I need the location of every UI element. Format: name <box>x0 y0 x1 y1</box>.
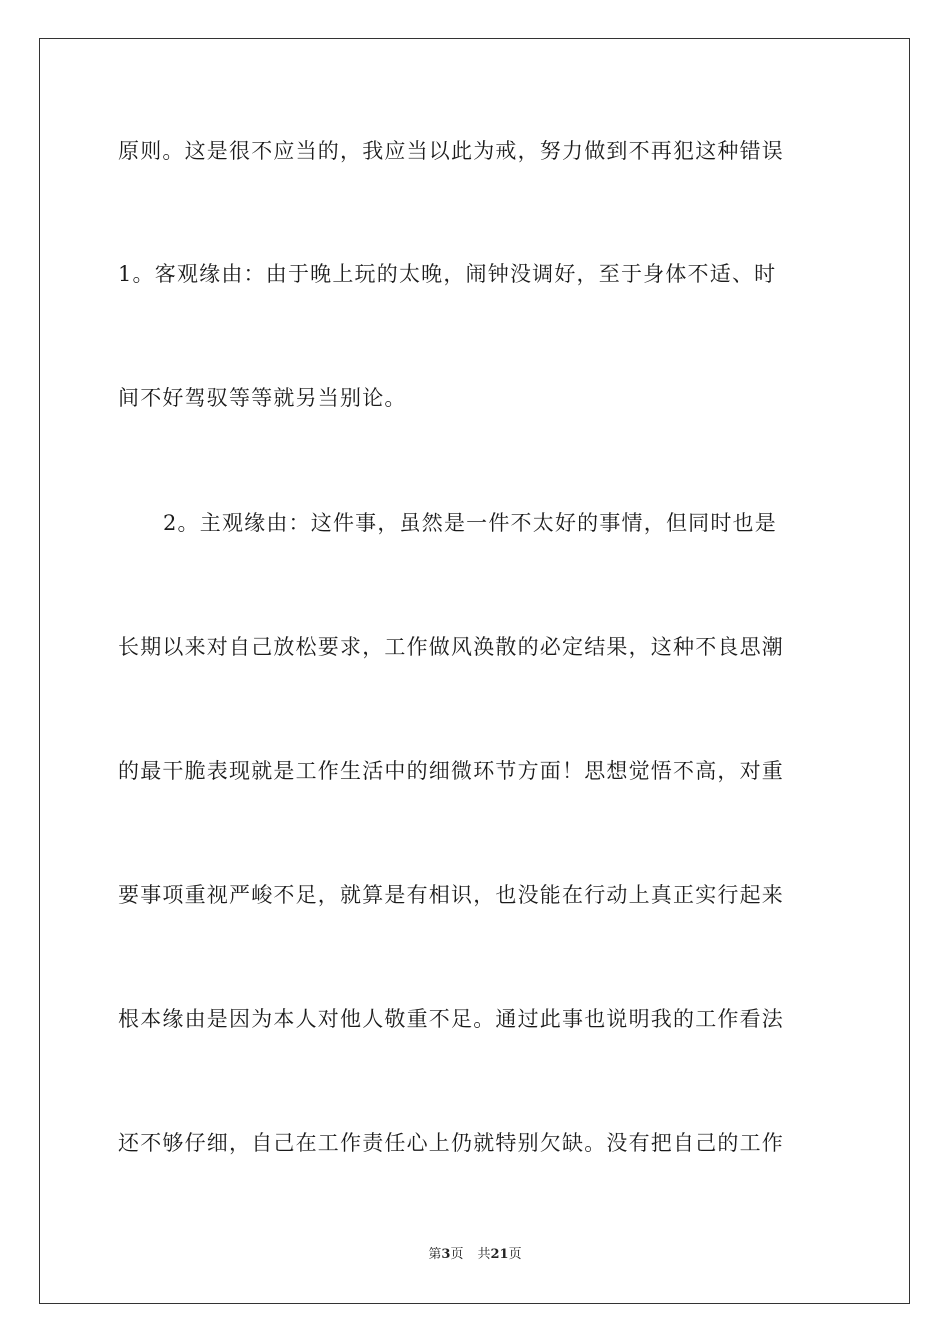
body-text-line: 根本缘由是因为本人对他人敬重不足。通过此事也说明我的工作看法 <box>118 1007 784 1031</box>
body-text-line: 要事项重视严峻不足，就算是有相识，也没能在行动上真正实行起来 <box>118 883 784 907</box>
page-number: 3 <box>441 1247 451 1262</box>
body-text-line: 的最干脆表现就是工作生活中的细微环节方面！思想觉悟不高，对重 <box>118 759 784 783</box>
body-text-line: 还不够仔细，自己在工作责任心上仍就特别欠缺。没有把自己的工作 <box>118 1131 784 1155</box>
body-text-line: 原则。这是很不应当的，我应当以此为戒，努力做到不再犯这种错误 <box>118 139 784 163</box>
total-pages: 21 <box>490 1247 509 1262</box>
total-label-prefix: 共 <box>477 1247 491 1262</box>
total-label-suffix: 页 <box>508 1247 522 1262</box>
page-footer <box>0 1246 950 1264</box>
body-text-line: 长期以来对自己放松要求，工作做风涣散的必定结果，这种不良思潮 <box>118 635 784 659</box>
body-text-line: 2。主观缘由：这件事，虽然是一件不太好的事情，但同时也是 <box>163 511 777 535</box>
body-text-line: 1。客观缘由：由于晚上玩的太晚，闹钟没调好，至于身体不适、时 <box>118 262 777 286</box>
page-border <box>39 38 910 1304</box>
page-label-prefix: 第 <box>428 1247 442 1262</box>
page-label-suffix: 页 <box>450 1247 464 1262</box>
body-text-line: 间不好驾驭等等就另当别论。 <box>118 386 407 410</box>
